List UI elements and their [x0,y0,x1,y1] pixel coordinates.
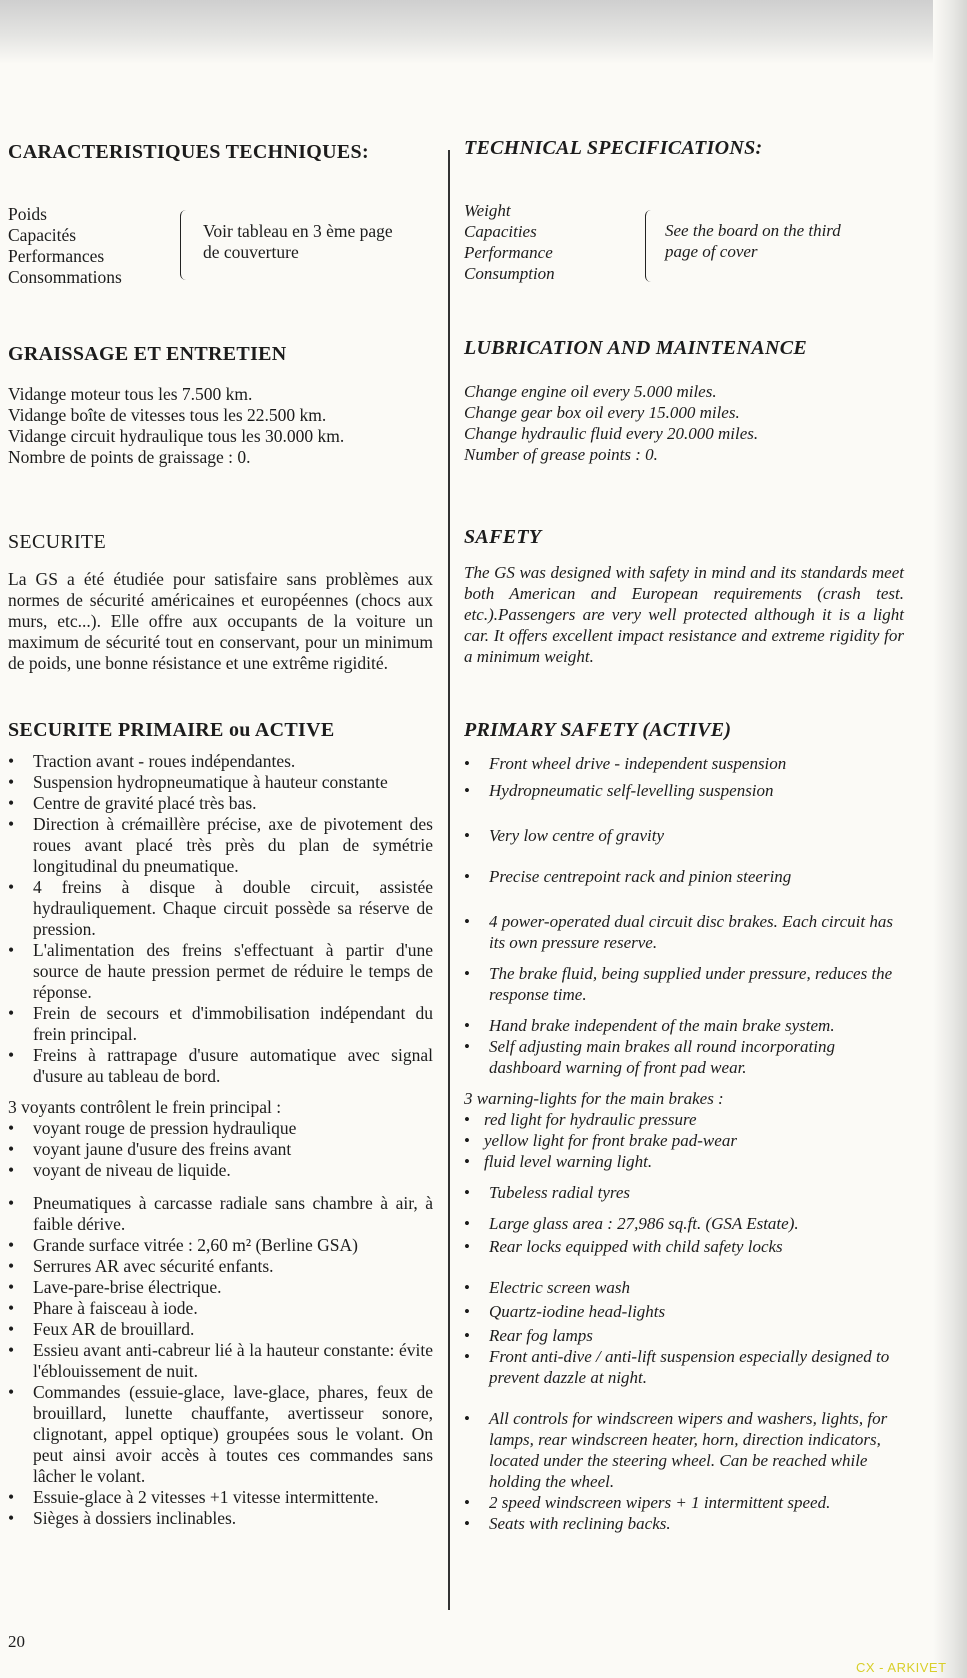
list-item: • Grande surface vitrée : 2,60 m² (Berline GSA) [8,1235,433,1256]
fr-tech-brace [180,210,191,280]
fr-equipment-list [8,1193,433,1529]
en-tech-item: Capacities [464,222,537,241]
fr-tech-item: Capacités [8,225,77,245]
list-item: • L'alimentation des freins s'effectuant à partir d'une source de haute pression permet de réduire le temps de réponse. [8,940,433,1003]
fr-primary-list [8,751,433,1087]
en-lube-line: Change engine oil every 5.000 miles. [464,382,717,401]
en-primary-list [464,753,904,1078]
column-divider [448,150,450,1610]
fr-tech-item: Consommations [8,267,122,287]
list-item: • Pneumatiques à carcasse radiale sans chambre à air, à faible dérive. [8,1193,433,1235]
en-equipment-list [464,1182,904,1534]
list-item: • Front wheel drive - independent suspension [464,753,904,774]
list-item: • Direction à crémaillère précise, axe de pivotement des roues avant placé très près du plan de symétrie longitudinal du pneumatique. [8,814,433,877]
list-item: • Essuie-glace à 2 vitesses +1 vitesse intermittente. [8,1487,433,1508]
list-item: • Hydropneumatic self-levelling suspension [464,780,904,801]
list-item: • voyant rouge de pression hydraulique [8,1118,433,1139]
list-item: • Electric screen wash [464,1277,904,1298]
list-item: • Serrures AR avec sécurité enfants. [8,1256,433,1277]
fr-tech-list [8,204,168,288]
list-item: • Hand brake independent of the main brake system. [464,1015,904,1036]
list-item: • Traction avant - roues indépendantes. [8,751,433,772]
list-item: • 4 freins à disque à double circuit, assistée hydrauliquement. Chaque circuit possède sa réserve de pression. [8,877,433,940]
en-primary-heading: PRIMARY SAFETY (ACTIVE) [464,719,732,741]
list-item: • Freins à rattrapage d'usure automatique avec signal d'usure au tableau de bord. [8,1045,433,1087]
en-tech-section [464,138,904,159]
fr-safety-text: La GS a été étudiée pour satisfaire sans problèmes aux normes de sécurité américaines et européennes (chocs aux murs, etc...). Elle offre aux occupants de la voiture un maximum de sécurité tout en conservant, pour un minimum de poids, une bonne résistance et une extrême rigidité. [8,569,433,673]
fr-tech-note-line: Voir tableau en 3 ème page [203,221,393,241]
list-item: • voyant jaune d'usure des freins avant [8,1139,433,1160]
fr-lube-line: Nombre de points de graissage : 0. [8,447,251,467]
list-item: • Very low centre of gravity [464,825,904,846]
page-top-shadow [0,0,967,64]
fr-tech-heading: CARACTERISTIQUES TECHNIQUES: [8,141,369,163]
list-item: • Quartz-iodine head-lights [464,1301,904,1322]
fr-primary-section [8,720,433,1529]
fr-lube-lines [8,384,433,468]
list-item: • Self adjusting main brakes all round incorporating dashboard warning of front pad wear. [464,1036,904,1078]
list-item: • Precise centrepoint rack and pinion steering [464,866,904,887]
watermark-stamp: CX - ARKIVET [856,1660,947,1675]
fr-tech-section [8,142,433,163]
en-tech-note [665,220,905,262]
list-item: • Rear fog lamps [464,1325,904,1346]
list-item: • Frein de secours et d'immobilisation indépendant du frein principal. [8,1003,433,1045]
list-item: • Centre de gravité placé très bas. [8,793,433,814]
fr-tech-item: Poids [8,204,47,224]
list-item: • Seats with reclining backs. [464,1513,904,1534]
page-binding-shadow [933,0,967,1678]
list-item: • Suspension hydropneumatique à hauteur constante [8,772,433,793]
en-tech-list [464,200,634,284]
fr-tech-item: Performances [8,246,105,266]
fr-lube-heading: GRAISSAGE ET ENTRETIEN [8,343,287,365]
list-item: • All controls for windscreen wipers and washers, lights, for lamps, rear windscreen heater, horn, direction indicators, located under the steering wheel. Can be reached while holding the wheel. [464,1408,904,1492]
en-warning-intro: 3 warning-lights for the main brakes : [464,1089,724,1108]
fr-primary-heading: SECURITE PRIMAIRE ou ACTIVE [8,719,335,741]
list-item: • yellow light for front brake pad-wear [464,1130,904,1151]
list-item: • Rear locks equipped with child safety locks [464,1236,904,1257]
en-tech-heading: TECHNICAL SPECIFICATIONS: [464,137,763,159]
list-item: • Feux AR de brouillard. [8,1319,433,1340]
en-lube-heading: LUBRICATION AND MAINTENANCE [464,337,807,359]
en-primary-section [464,720,904,1534]
fr-safety-heading: SECURITE [8,531,106,553]
en-safety-text: The GS was designed with safety in mind and its standards meet both American and European requirements (crash test. etc.).Passengers are very well protected although it is a light car. It offers excellent impact resistance and extreme rigidity for a minimum weight. [464,563,904,666]
fr-lube-section [8,344,433,468]
list-item: • voyant de niveau de liquide. [8,1160,433,1181]
fr-lube-line: Vidange circuit hydraulique tous les 30.000 km. [8,426,345,446]
list-item: • The brake fluid, being supplied under pressure, reduces the response time. [464,963,904,1005]
list-item: • Tubeless radial tyres [464,1182,904,1203]
en-safety-section [464,527,904,667]
en-warning-list [464,1109,904,1172]
en-lube-lines [464,381,904,465]
en-tech-item: Weight [464,201,511,220]
en-tech-note-line: page of cover [665,242,758,261]
en-lube-line: Change gear box oil every 15.000 miles. [464,403,740,422]
list-item: • Phare à faisceau à iode. [8,1298,433,1319]
en-lube-line: Change hydraulic fluid every 20.000 miles. [464,424,759,443]
en-lube-section [464,338,904,465]
page-number: 20 [8,1632,25,1651]
list-item: • Front anti-dive / anti-lift suspension especially designed to prevent dazzle at night. [464,1346,904,1388]
en-tech-note-line: See the board on the third [665,221,841,240]
fr-warning-list [8,1118,433,1181]
fr-tech-note [203,221,433,263]
list-item: • Commandes (essuie-glace, lave-glace, phares, feux de brouillard, lunette chauffante, avertisseur sonore, clignotant, appel optique) groupées sous le volant. On peut ainsi avoir accès à toutes ces commandes sans lâcher le volant. [8,1382,433,1487]
en-tech-brace [645,210,656,282]
fr-warning-intro: 3 voyants contrôlent le frein principal : [8,1097,282,1117]
fr-tech-note-line: de couverture [203,242,299,262]
en-safety-heading: SAFETY [464,526,542,548]
list-item: • red light for hydraulic pressure [464,1109,904,1130]
fr-safety-section [8,532,433,674]
en-tech-item: Consumption [464,264,555,283]
list-item: • Large glass area : 27,986 sq.ft. (GSA Estate). [464,1213,904,1234]
fr-lube-line: Vidange boîte de vitesses tous les 22.500 km. [8,405,327,425]
fr-lube-line: Vidange moteur tous les 7.500 km. [8,384,253,404]
list-item: • Lave-pare-brise électrique. [8,1277,433,1298]
list-item: • Essieu avant anti-cabreur lié à la hauteur constante: évite l'éblouissement de nuit. [8,1340,433,1382]
en-tech-item: Performance [464,243,553,262]
list-item: • fluid level warning light. [464,1151,904,1172]
list-item: • 2 speed windscreen wipers + 1 intermittent speed. [464,1492,904,1513]
list-item: • 4 power-operated dual circuit disc brakes. Each circuit has its own pressure reserve. [464,911,904,953]
list-item: • Sièges à dossiers inclinables. [8,1508,433,1529]
en-lube-line: Number of grease points : 0. [464,445,658,464]
